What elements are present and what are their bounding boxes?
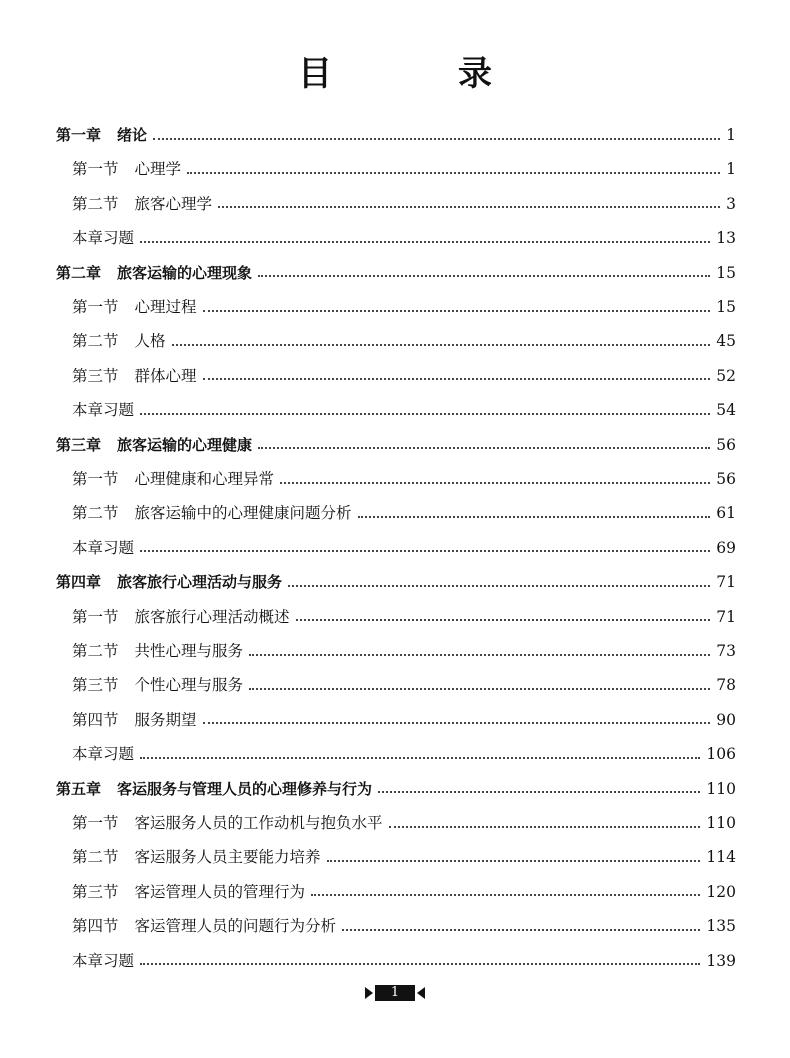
dot-leader (187, 171, 720, 174)
toc-entry-page: 1 (726, 126, 736, 144)
toc-entry-number: 第三章 (56, 435, 102, 454)
toc-entry-page: 13 (716, 229, 736, 248)
dot-leader (249, 687, 710, 690)
toc-entry-title: 心理学 (134, 160, 182, 179)
toc-entry-number: 本章习题 (72, 538, 135, 557)
dot-leader (358, 515, 711, 518)
toc-entry-number: 第三节 (72, 882, 119, 901)
dot-leader (378, 790, 700, 793)
toc-entry-title: 旅客旅行心理活动概述 (134, 607, 290, 626)
toc-section-entry (72, 152, 736, 186)
toc-entry-page: 90 (716, 710, 736, 729)
toc-entry-number: 第一节 (72, 607, 119, 626)
dot-leader (140, 756, 700, 759)
toc-entry-page: 69 (716, 538, 736, 557)
toc-entry-number: 第一节 (72, 470, 119, 488)
toc-entry-title: 旅客运输的心理现象 (117, 263, 253, 282)
toc-entry-title: 客运管理人员的问题行为分析 (134, 917, 337, 936)
toc-entry-page: 61 (716, 504, 736, 523)
toc-entry-number: 第四节 (72, 710, 119, 729)
toc-entry-title: 客运服务与管理人员的心理修养与行为 (117, 779, 373, 798)
toc-section-entry (72, 909, 736, 943)
toc-entry-page: 54 (716, 401, 736, 420)
toc-entry-page: 110 (706, 779, 736, 798)
toc-section-entry (72, 600, 736, 634)
dot-leader (288, 584, 710, 587)
toc-entry-title: 个性心理与服务 (134, 676, 244, 695)
toc-chapter-entry (56, 118, 736, 152)
dot-leader (218, 205, 720, 208)
toc-entry-number: 第二节 (72, 848, 119, 867)
toc-entry-page: 139 (706, 951, 736, 970)
toc-entry-number: 第四节 (72, 917, 119, 936)
toc-entry-page: 71 (716, 607, 736, 626)
toc-entry-page: 73 (716, 642, 736, 660)
dot-leader (258, 274, 710, 277)
toc-section-entry (72, 290, 736, 324)
toc-entry-page: 71 (716, 573, 736, 592)
toc-entry-title: 客运服务人员的工作动机与抱负水平 (134, 814, 383, 832)
toc-entry-page: 135 (706, 917, 736, 936)
toc-section-entry (72, 840, 736, 874)
page-footer (0, 985, 790, 1001)
triangle-left-icon (417, 987, 425, 999)
toc-section-entry (72, 462, 736, 496)
toc-entry-number: 第一章 (56, 126, 102, 144)
toc-entry-page: 120 (706, 882, 736, 901)
toc-section-entry (72, 496, 736, 530)
dot-leader (342, 928, 700, 931)
dot-leader (203, 377, 711, 380)
toc-section-entry (72, 221, 736, 255)
dot-leader (140, 412, 710, 415)
toc-entry-number: 第一节 (72, 814, 119, 832)
dot-leader (203, 721, 711, 724)
toc-entry-number: 本章习题 (72, 951, 135, 970)
toc-entry-page: 3 (726, 194, 736, 213)
toc-entry-title: 旅客心理学 (134, 194, 213, 213)
toc-entry-number: 第五章 (56, 779, 102, 798)
toc-entry-number: 本章习题 (72, 229, 135, 248)
page-title: 目 录 (298, 54, 538, 94)
dot-leader (172, 343, 711, 346)
toc-entry-number: 第四章 (56, 573, 102, 592)
toc-section-entry (72, 393, 736, 427)
dot-leader (140, 962, 700, 965)
toc-chapter-entry (56, 428, 736, 462)
toc-entry-page: 52 (716, 366, 736, 385)
toc-entry-title: 旅客运输的心理健康 (117, 435, 253, 454)
toc-entry-number: 第二章 (56, 263, 102, 282)
toc-entry-page: 15 (716, 263, 736, 282)
toc-entry-page: 1 (726, 160, 736, 179)
dot-leader (153, 137, 720, 140)
toc-entry-number: 第二节 (72, 332, 119, 351)
toc-entry-number: 第一节 (72, 298, 119, 316)
toc-entry-title: 旅客运输中的心理健康问题分析 (134, 504, 352, 523)
toc-entry-page: 114 (706, 848, 736, 867)
toc-entry-page: 56 (716, 435, 736, 454)
toc-entry-title: 共性心理与服务 (134, 642, 244, 660)
dot-leader (311, 893, 700, 896)
toc-entry-title: 客运服务人员主要能力培养 (134, 848, 321, 867)
toc-entry-number: 第二节 (72, 642, 119, 660)
dot-leader (203, 309, 711, 312)
toc-section-entry (72, 531, 736, 565)
toc-section-entry (72, 703, 736, 737)
toc-entry-page: 78 (716, 676, 736, 695)
page-number: 1 (375, 985, 415, 1001)
toc-section-entry (72, 944, 736, 978)
dot-leader (140, 240, 710, 243)
toc-section-entry (72, 359, 736, 393)
toc-entry-number: 本章习题 (72, 745, 135, 764)
toc-entry-number: 第三节 (72, 676, 119, 695)
dot-leader (140, 549, 710, 552)
toc-chapter-entry (56, 772, 736, 806)
toc-entry-title: 服务期望 (134, 710, 197, 729)
toc-entry-page: 110 (706, 814, 736, 832)
toc-section-entry (72, 187, 736, 221)
toc-section-entry (72, 634, 736, 668)
toc-entry-title: 心理健康和心理异常 (134, 470, 275, 488)
toc-entry-title: 旅客旅行心理活动与服务 (117, 573, 283, 592)
dot-leader (296, 618, 711, 621)
toc-entry-number: 第一节 (72, 160, 119, 179)
dot-leader (249, 653, 710, 656)
toc-entry-title: 心理过程 (134, 298, 197, 316)
toc-chapter-entry (56, 256, 736, 290)
toc-entry-number: 第二节 (72, 194, 119, 213)
toc-section-entry (72, 668, 736, 702)
toc-section-entry (72, 737, 736, 771)
triangle-right-icon (365, 987, 373, 999)
toc-entry-page: 15 (716, 298, 736, 316)
toc-entry-title: 绪论 (117, 126, 148, 144)
toc-entry-page: 56 (716, 470, 736, 488)
dot-leader (327, 859, 701, 862)
toc-section-entry (72, 324, 736, 358)
toc-entry-title: 客运管理人员的管理行为 (134, 882, 306, 901)
toc-entry-title: 人格 (134, 332, 166, 351)
toc-entry-page: 106 (706, 745, 736, 764)
toc-entry-number: 第二节 (72, 504, 119, 523)
toc-section-entry (72, 875, 736, 909)
dot-leader (389, 825, 701, 828)
toc-entry-page: 45 (716, 332, 736, 351)
dot-leader (258, 446, 710, 449)
toc-entry-number: 第三节 (72, 366, 119, 385)
toc-section-entry (72, 806, 736, 840)
toc-entry-title: 群体心理 (134, 366, 197, 385)
toc-chapter-entry (56, 565, 736, 599)
toc-entry-number: 本章习题 (72, 401, 135, 420)
dot-leader (280, 481, 710, 484)
